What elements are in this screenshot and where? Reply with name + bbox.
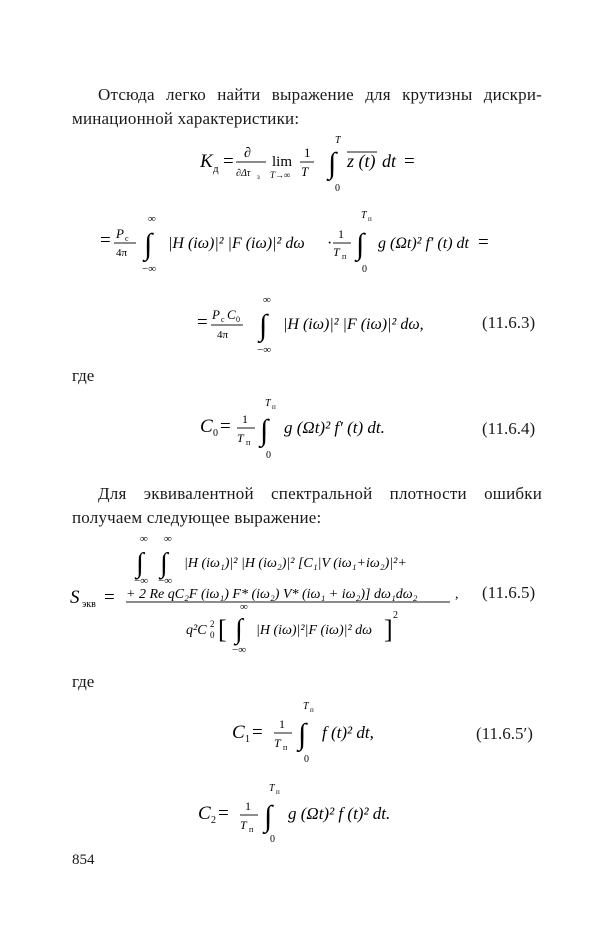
svg-text:0: 0 [213, 428, 218, 439]
svg-text:=: = [252, 722, 263, 743]
svg-text:C: C [232, 722, 245, 743]
formula-c2 [198, 782, 418, 844]
svg-text:п: п [342, 252, 347, 261]
svg-text:|H (iω)|² |F (iω)|² dω: |H (iω)|² |F (iω)|² dω [168, 235, 305, 252]
svg-text:2: 2 [393, 610, 398, 621]
svg-text:T: T [237, 431, 244, 445]
svg-text:c: c [221, 315, 225, 324]
svg-text:g (Ωt)² f (t)² dt.: g (Ωt)² f (t)² dt. [288, 804, 391, 823]
svg-text:−∞: −∞ [134, 575, 149, 587]
formula-c1 [232, 700, 412, 762]
svg-text:|H (iω₁)|² |H (iω₂)|² [C₁|V (i: |H (iω₁)|² |H (iω₂)|² [C₁|V (iω₁+iω₂)|²+ [184, 556, 407, 571]
svg-text:−∞: −∞ [232, 644, 247, 656]
svg-text:экв: экв [82, 599, 96, 610]
svg-text:1: 1 [242, 412, 248, 426]
svg-text:g (Ωt)² f′ (t) dt.: g (Ωt)² f′ (t) dt. [284, 418, 385, 437]
where-label-1: где [72, 366, 95, 385]
svg-text:п: п [272, 403, 276, 411]
svg-text:∫: ∫ [264, 800, 273, 833]
svg-text:0: 0 [362, 264, 367, 275]
formula-discriminator-slope [200, 135, 440, 195]
svg-text:P: P [212, 307, 220, 322]
svg-text:2: 2 [211, 815, 216, 826]
intro-paragraph [72, 83, 542, 131]
svg-text:1: 1 [245, 799, 251, 813]
svg-text:0: 0 [210, 630, 215, 640]
svg-text:·: · [327, 235, 333, 252]
svg-text:T: T [335, 135, 341, 146]
svg-text:=: = [100, 230, 111, 251]
svg-text:T: T [265, 398, 271, 409]
svg-text:1: 1 [338, 227, 344, 241]
svg-text:∫: ∫ [259, 309, 268, 342]
svg-text:∞: ∞ [263, 295, 271, 306]
svg-text:∫: ∫ [298, 718, 307, 751]
formula-c0 [200, 398, 410, 460]
svg-text:∫: ∫ [136, 548, 144, 579]
svg-text:п: п [368, 215, 372, 223]
svg-text:T: T [274, 736, 281, 750]
svg-text:∞: ∞ [240, 601, 248, 613]
svg-text:∞: ∞ [164, 533, 172, 545]
svg-text:4π: 4π [217, 329, 229, 341]
svg-text:=: = [220, 416, 231, 437]
svg-text:g (Ωt)² f′ (t) dt: g (Ωt)² f′ (t) dt [378, 235, 469, 252]
svg-text:∫: ∫ [144, 228, 153, 261]
svg-text:∫: ∫ [260, 414, 269, 447]
svg-text:T: T [303, 701, 309, 712]
svg-text:−∞: −∞ [257, 344, 272, 355]
svg-text:∂: ∂ [244, 146, 251, 161]
equation-number-11-6-5: (11.6.5) [482, 583, 536, 602]
svg-text:=: = [223, 151, 234, 172]
svg-text:|H (iω)|²|F (iω)|² dω: |H (iω)|²|F (iω)|² dω [256, 623, 373, 638]
svg-text:[: [ [218, 615, 227, 644]
svg-text:T: T [269, 783, 275, 794]
svg-text:2: 2 [210, 619, 215, 629]
svg-text:0: 0 [266, 450, 271, 460]
svg-text:0: 0 [304, 754, 309, 762]
intro-line-2: минационной характеристики: [72, 109, 300, 128]
svg-text:=: = [104, 587, 115, 608]
svg-text:|H (iω)|² |F (iω)|² dω,: |H (iω)|² |F (iω)|² dω, [283, 316, 424, 333]
svg-text:C: C [227, 307, 236, 322]
svg-text:1: 1 [245, 734, 250, 745]
svg-text:∫: ∫ [235, 614, 243, 645]
svg-text:K: K [200, 151, 213, 172]
svg-text:T: T [333, 245, 340, 259]
spectral-line-1: Для эквивалентной спектральной плотности ошибки [98, 484, 542, 503]
svg-text:dt: dt [382, 151, 397, 171]
svg-text:,: , [455, 587, 459, 602]
spectral-paragraph [72, 482, 542, 530]
svg-text:f (t)² dt,: f (t)² dt, [322, 723, 374, 742]
svg-text:+ 2 Re qC₂F (iω₁) F* (iω₂) V*: + 2 Re qC₂F (iω₁) F* (iω₂) V* (iω₁ + iω₂)] dω₁dω₂ [126, 587, 418, 602]
svg-text:=: = [218, 803, 229, 824]
svg-text:0: 0 [236, 315, 240, 324]
svg-text:q²C: q²C [186, 623, 207, 638]
svg-text:]: ] [384, 615, 393, 644]
svg-text:∫: ∫ [160, 548, 168, 579]
svg-text:п: п [283, 743, 288, 752]
svg-text:п: п [249, 825, 254, 834]
svg-text:п: п [246, 438, 251, 447]
svg-text:T: T [240, 818, 247, 832]
intro-line-1: Отсюда легко найти выражение для крутизны дискри- [98, 85, 542, 104]
svg-text:T→∞: T→∞ [270, 170, 291, 180]
svg-text:C: C [198, 803, 211, 824]
svg-text:−∞: −∞ [142, 263, 157, 275]
svg-text:T: T [301, 164, 309, 179]
svg-text:∫: ∫ [356, 228, 365, 261]
equation-number-11-6-4: (11.6.4) [482, 419, 536, 438]
svg-text:T: T [361, 210, 367, 221]
formula-s-equivalent [70, 530, 470, 660]
svg-text:1: 1 [279, 717, 285, 731]
svg-text:=: = [197, 312, 208, 333]
svg-text:P: P [116, 226, 124, 241]
formula-line-2 [100, 210, 500, 276]
svg-text:C: C [200, 416, 213, 437]
svg-text:∫: ∫ [328, 147, 337, 180]
where-label-2: где [72, 672, 95, 691]
svg-text:∞: ∞ [140, 533, 148, 545]
svg-text:0: 0 [335, 183, 340, 194]
svg-text:0: 0 [270, 834, 275, 844]
svg-text:=: = [404, 151, 415, 172]
svg-text:∂Δτ: ∂Δτ [236, 168, 251, 179]
equation-number-11-6-3: (11.6.3) [482, 313, 536, 332]
svg-text:S: S [70, 587, 80, 608]
svg-text:z (t): z (t) [347, 151, 376, 171]
svg-text:1: 1 [304, 145, 311, 160]
svg-text:4π: 4π [116, 247, 128, 259]
svg-text:−∞: −∞ [158, 575, 173, 587]
page-number: 854 [72, 852, 95, 868]
svg-text:c: c [125, 234, 129, 243]
svg-text:п: п [276, 788, 280, 796]
svg-text:∞: ∞ [148, 213, 156, 225]
formula-line-3 [197, 295, 437, 355]
svg-text:=: = [478, 232, 489, 253]
svg-text:д: д [213, 163, 219, 175]
equation-number-11-6-5-prime: (11.6.5′) [476, 724, 533, 743]
svg-text:з: з [257, 173, 260, 181]
svg-text:lim: lim [272, 154, 293, 170]
svg-text:п: п [310, 706, 314, 714]
spectral-line-2: получаем следующее выражение: [72, 508, 322, 527]
